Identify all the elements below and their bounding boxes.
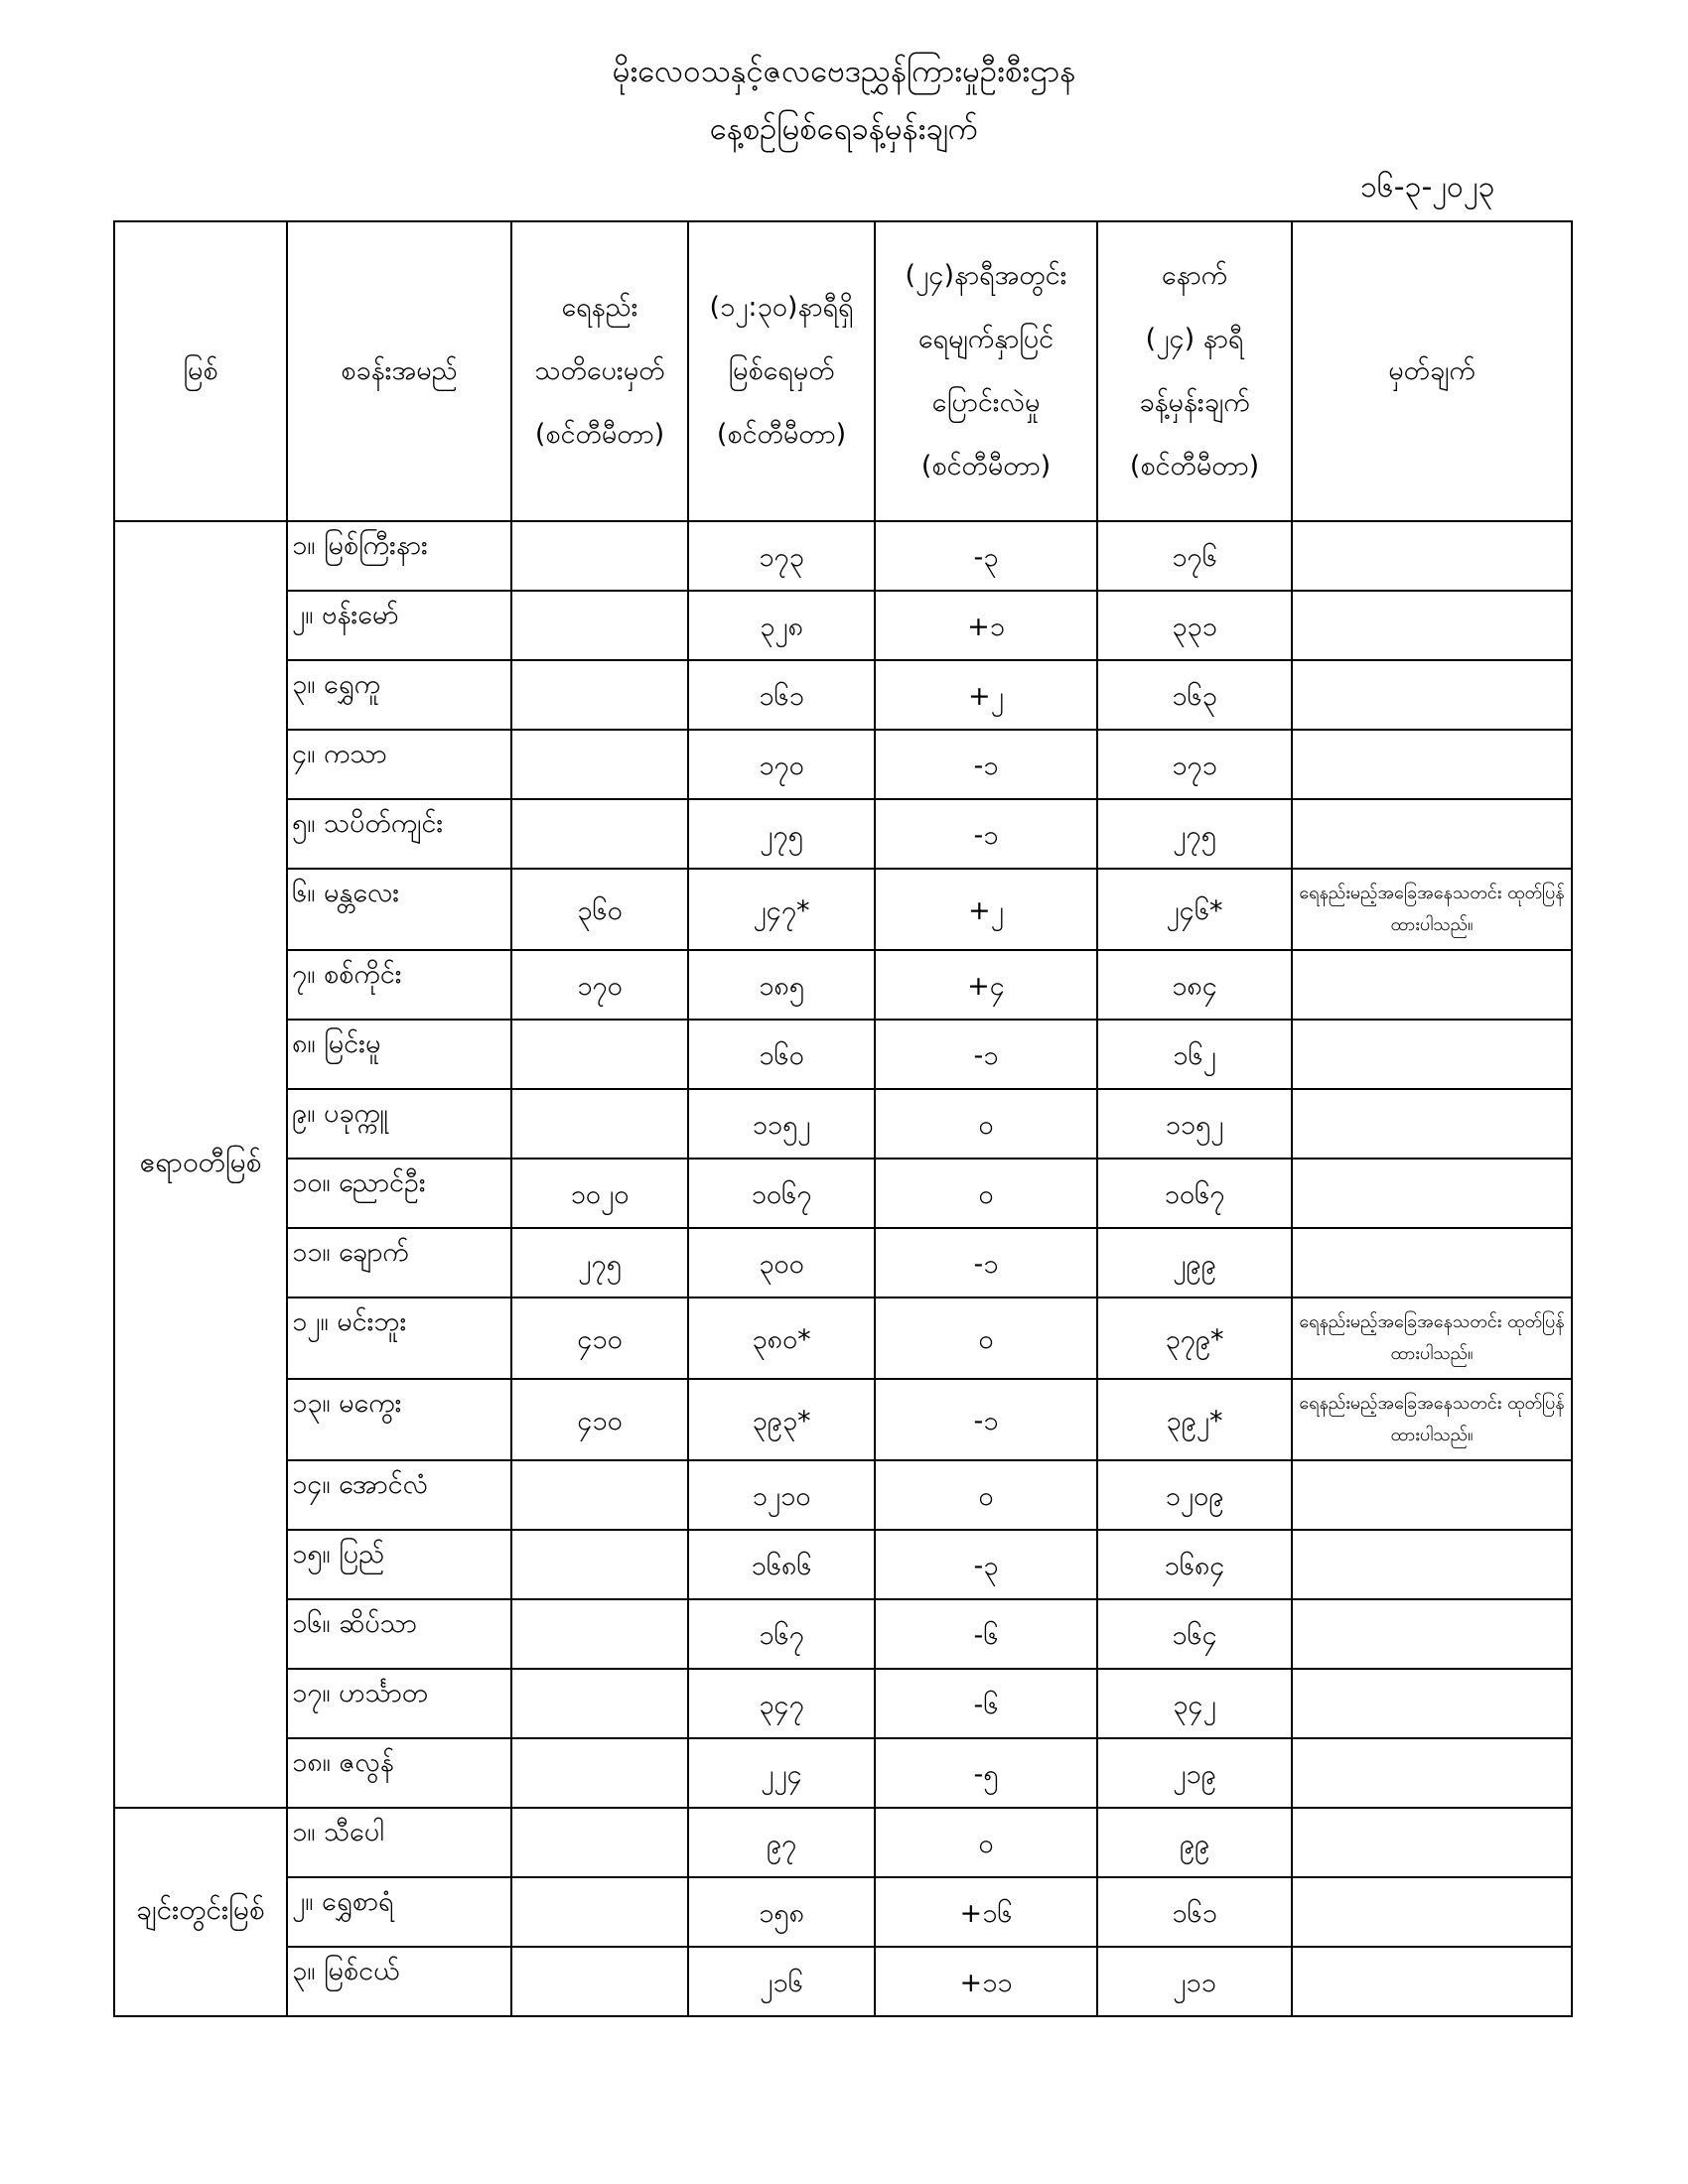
header-station: စခန်းအမည် (287, 221, 511, 521)
change-cell: +၁၆ (875, 1877, 1097, 1947)
table-row (114, 1530, 1572, 1599)
change-cell: +၄ (875, 950, 1097, 1020)
station-name-cell: ၁၁။ ချောက် (287, 1228, 511, 1297)
forecast-cell: ၁၆၃ (1097, 660, 1292, 730)
table-row (114, 869, 1572, 950)
danger-level-cell (511, 660, 688, 730)
danger-level-cell (511, 591, 688, 660)
table-row (114, 730, 1572, 799)
danger-level-cell (511, 799, 688, 869)
current-level-cell: ၂၂၄ (688, 1738, 875, 1808)
danger-level-cell (511, 1460, 688, 1530)
change-cell: ၀ (875, 1297, 1097, 1379)
danger-level-cell: ၄၁၀ (511, 1379, 688, 1460)
remark-cell (1292, 1808, 1572, 1877)
change-cell: ၀ (875, 1460, 1097, 1530)
forecast-cell: ၁၈၄ (1097, 950, 1292, 1020)
table-row (114, 1738, 1572, 1808)
station-name-cell: ၉။ ပခုက္ကူ (287, 1089, 511, 1159)
change-cell: -၁ (875, 1228, 1097, 1297)
station-name-cell: ၃။ မြစ်ငယ် (287, 1947, 511, 2016)
table-row (114, 1669, 1572, 1738)
forecast-cell: ၃၉၂* (1097, 1379, 1292, 1460)
danger-level-cell: ၁၀၂၀ (511, 1159, 688, 1228)
remark-cell (1292, 799, 1572, 869)
current-level-cell: ၁၅၈ (688, 1877, 875, 1947)
table-row (114, 1947, 1572, 2016)
forecast-cell: ၂၁၁ (1097, 1947, 1292, 2016)
change-cell: +၁၁ (875, 1947, 1097, 2016)
table-header-row (114, 221, 1572, 521)
station-name-cell: ၈။ မြင်းမူ (287, 1020, 511, 1089)
danger-level-cell (511, 1089, 688, 1159)
station-name-cell: ၁၆။ ဆိပ်သာ (287, 1599, 511, 1669)
forecast-cell: ၁၇၁ (1097, 730, 1292, 799)
remark-cell (1292, 1020, 1572, 1089)
forecast-cell: ၁၁၅၂ (1097, 1089, 1292, 1159)
danger-level-cell (511, 1877, 688, 1947)
change-cell: -၁ (875, 799, 1097, 869)
change-cell: +၂ (875, 660, 1097, 730)
remark-cell (1292, 1947, 1572, 2016)
remark-cell: ရေနည်းမည့်အခြေအနေသတင်း ထုတ်ပြန်ထားပါသည်။ (1292, 1379, 1572, 1460)
table-row (114, 1228, 1572, 1297)
change-cell: -၁ (875, 1379, 1097, 1460)
remark-cell: ရေနည်းမည့်အခြေအနေသတင်း ထုတ်ပြန်ထားပါသည်။ (1292, 1297, 1572, 1379)
station-name-cell: ၁၂။ မင်းဘူး (287, 1297, 511, 1379)
table-row (114, 660, 1572, 730)
station-name-cell: ၁၃။ မကွေး (287, 1379, 511, 1460)
forecast-cell: ၁၇၆ (1097, 521, 1292, 591)
remark-cell (1292, 1089, 1572, 1159)
change-cell: +၁ (875, 591, 1097, 660)
header-danger-level: ရေနည်း သတိပေးမှတ် (စင်တီမီတာ) (511, 221, 688, 521)
forecast-cell: ၂၉၉ (1097, 1228, 1292, 1297)
current-level-cell: ၂၇၅ (688, 799, 875, 869)
forecast-cell: ၁၆၄ (1097, 1599, 1292, 1669)
danger-level-cell (511, 730, 688, 799)
remark-cell (1292, 950, 1572, 1020)
current-level-cell: ၁၆၀ (688, 1020, 875, 1089)
station-name-cell: ၁၅။ ပြည် (287, 1530, 511, 1599)
table-row (114, 1159, 1572, 1228)
change-cell: -၃ (875, 521, 1097, 591)
danger-level-cell: ၄၁၀ (511, 1297, 688, 1379)
report-subtitle: နေ့စဉ်မြစ်ရေခန့်မှန်းချက် (709, 111, 979, 147)
report-title: မိုးလေဝသနှင့်ဇလဗေဒညွှန်ကြားမှုဦးစီးဌာန (612, 54, 1076, 89)
remark-cell (1292, 730, 1572, 799)
table-row (114, 1460, 1572, 1530)
remark-cell: ရေနည်းမည့်အခြေအနေသတင်း ထုတ်ပြန်ထားပါသည်။ (1292, 869, 1572, 950)
danger-level-cell (511, 521, 688, 591)
forecast-cell: ၂၄၆* (1097, 869, 1292, 950)
remark-cell (1292, 1599, 1572, 1669)
station-name-cell: ၄။ ကသာ (287, 730, 511, 799)
danger-level-cell: ၃၆၀ (511, 869, 688, 950)
remark-cell (1292, 1159, 1572, 1228)
danger-level-cell (511, 1738, 688, 1808)
current-level-cell: ၂၄၇* (688, 869, 875, 950)
forecast-cell: ၉၉ (1097, 1808, 1292, 1877)
table-row (114, 521, 1572, 591)
danger-level-cell (511, 1947, 688, 2016)
station-name-cell: ၃။ ရွှေကူ (287, 660, 511, 730)
table-row (114, 799, 1572, 869)
current-level-cell: ၉၇ (688, 1808, 875, 1877)
danger-level-cell (511, 1669, 688, 1738)
remark-cell (1292, 591, 1572, 660)
danger-level-cell (511, 1530, 688, 1599)
table-row (114, 1599, 1572, 1669)
danger-level-cell: ၁၇၀ (511, 950, 688, 1020)
river-name-cell: ဧရာဝတီမြစ် (114, 521, 287, 1808)
current-level-cell: ၁၆၈၆ (688, 1530, 875, 1599)
forecast-cell: ၁၀၆၇ (1097, 1159, 1292, 1228)
change-cell: -၁ (875, 730, 1097, 799)
station-name-cell: ၆။ မန္တလေး (287, 869, 511, 950)
forecast-cell: ၂၇၅ (1097, 799, 1292, 869)
station-name-cell: ၁၀။ ညောင်ဦး (287, 1159, 511, 1228)
forecast-cell: ၃၄၂ (1097, 1669, 1292, 1738)
table-row (114, 1808, 1572, 1877)
current-level-cell: ၁၈၅ (688, 950, 875, 1020)
header-forecast-24h: နောက် (၂၄) နာရီ ခန့်မှန်းချက် (စင်တီမီတာ) (1097, 221, 1292, 521)
forecast-cell: ၃၃၁ (1097, 591, 1292, 660)
danger-level-cell (511, 1808, 688, 1877)
forecast-cell: ၃၇၉* (1097, 1297, 1292, 1379)
station-name-cell: ၅။ သပိတ်ကျင်း (287, 799, 511, 869)
current-level-cell: ၃၄၇ (688, 1669, 875, 1738)
table-row (114, 1089, 1572, 1159)
forecast-cell: ၁၆၂ (1097, 1020, 1292, 1089)
current-level-cell: ၃၀၀ (688, 1228, 875, 1297)
station-name-cell: ၁၄။ အောင်လံ (287, 1460, 511, 1530)
header-change-24h: (၂၄)နာရီအတွင်း ရေမျက်နှာပြင် ပြောင်းလဲမှု (စင်တီမီတာ) (875, 221, 1097, 521)
table-row (114, 1020, 1572, 1089)
station-name-cell: ၂။ ရွှေစာရံ (287, 1877, 511, 1947)
station-name-cell: ၂။ ဗန်းမော် (287, 591, 511, 660)
table-row (114, 1877, 1572, 1947)
river-name-cell: ချင်းတွင်းမြစ် (114, 1808, 287, 2016)
current-level-cell: ၃၈၀* (688, 1297, 875, 1379)
forecast-cell: ၁၆၁ (1097, 1877, 1292, 1947)
station-name-cell: ၁၈။ ဇလွန် (287, 1738, 511, 1808)
river-level-table (113, 220, 1573, 2017)
current-level-cell: ၁၆၇ (688, 1599, 875, 1669)
header-river: မြစ် (114, 221, 287, 521)
current-level-cell: ၃၉၃* (688, 1379, 875, 1460)
change-cell: +၂ (875, 869, 1097, 950)
change-cell: -၁ (875, 1020, 1097, 1089)
change-cell: ၀ (875, 1159, 1097, 1228)
current-level-cell: ၁၇၀ (688, 730, 875, 799)
change-cell: -၃ (875, 1530, 1097, 1599)
danger-level-cell (511, 1599, 688, 1669)
current-level-cell: ၁၁၅၂ (688, 1089, 875, 1159)
remark-cell (1292, 1738, 1572, 1808)
remark-cell (1292, 660, 1572, 730)
remark-cell (1292, 1877, 1572, 1947)
danger-level-cell: ၂၇၅ (511, 1228, 688, 1297)
current-level-cell: ၁၂၁၀ (688, 1460, 875, 1530)
remark-cell (1292, 1228, 1572, 1297)
table-row (114, 950, 1572, 1020)
station-name-cell: ၇။ စစ်ကိုင်း (287, 950, 511, 1020)
forecast-cell: ၂၁၉ (1097, 1738, 1292, 1808)
forecast-cell: ၁၂၀၉ (1097, 1460, 1292, 1530)
change-cell: -၆ (875, 1669, 1097, 1738)
current-level-cell: ၃၂၈ (688, 591, 875, 660)
change-cell: -၅ (875, 1738, 1097, 1808)
current-level-cell: ၁၀၆၇ (688, 1159, 875, 1228)
remark-cell (1292, 1460, 1572, 1530)
table-row (114, 591, 1572, 660)
remark-cell (1292, 1530, 1572, 1599)
remark-cell (1292, 521, 1572, 591)
report-date: ၁၆-၃-၂၀၂၃ (1360, 170, 1495, 205)
header-current-level: (၁၂:၃၀)နာရီရှိ မြစ်ရေမှတ် (စင်တီမီတာ) (688, 221, 875, 521)
table-row (114, 1379, 1572, 1460)
change-cell: ၀ (875, 1808, 1097, 1877)
table-row (114, 1297, 1572, 1379)
forecast-cell: ၁၆၈၄ (1097, 1530, 1292, 1599)
current-level-cell: ၁၇၃ (688, 521, 875, 591)
station-name-cell: ၁။ မြစ်ကြီးနား (287, 521, 511, 591)
station-name-cell: ၁။ သီပေါ (287, 1808, 511, 1877)
current-level-cell: ၂၁၆ (688, 1947, 875, 2016)
current-level-cell: ၁၆၁ (688, 660, 875, 730)
header-remarks: မှတ်ချက် (1292, 221, 1572, 521)
change-cell: -၆ (875, 1599, 1097, 1669)
change-cell: ၀ (875, 1089, 1097, 1159)
danger-level-cell (511, 1020, 688, 1089)
station-name-cell: ၁၇။ ဟင်္သာတ (287, 1669, 511, 1738)
remark-cell (1292, 1669, 1572, 1738)
